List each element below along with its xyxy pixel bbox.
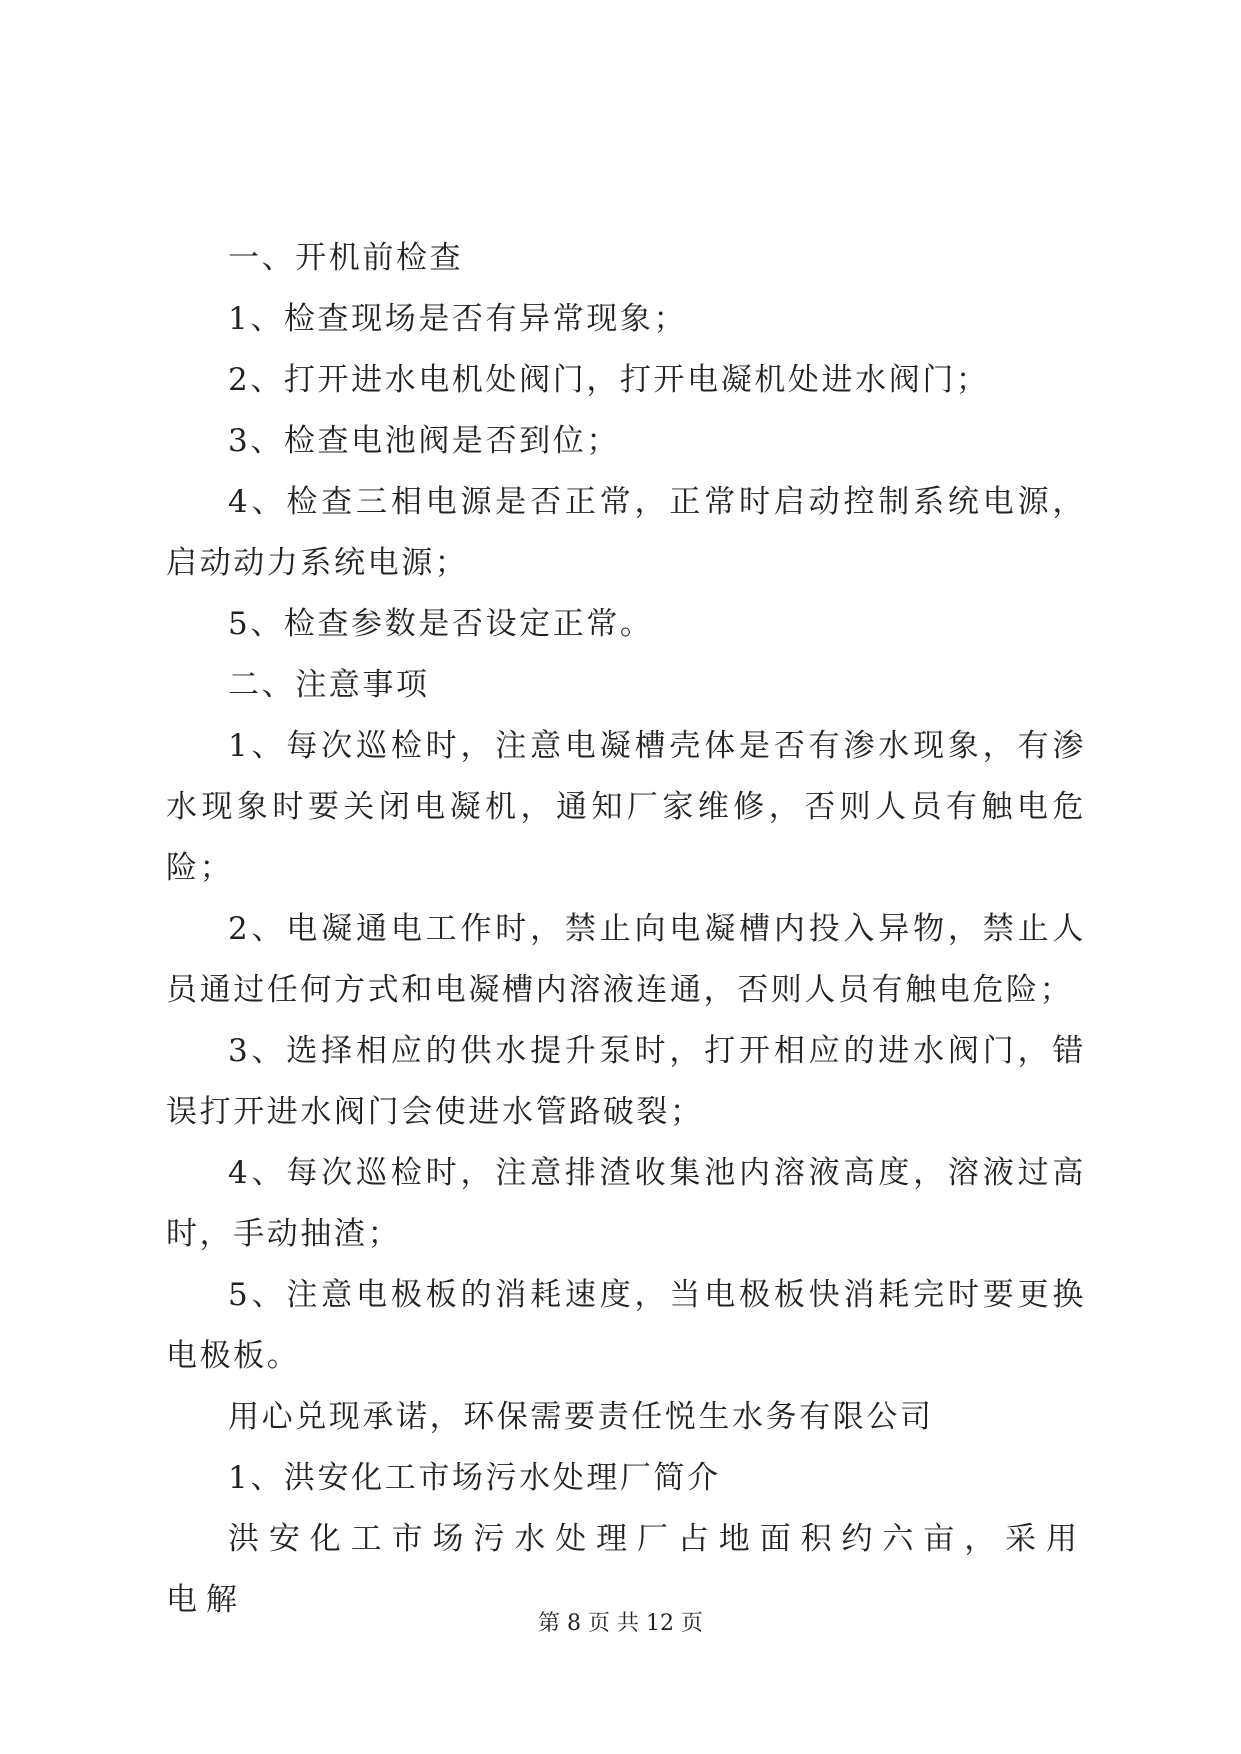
section-heading-plant-intro: 1、洪安化工市场污水处理厂简介 — [228, 1460, 721, 1496]
list-item: 4、每次巡检时，注意排渣收集池内溶液高度，溶液过高时，手动抽渣； — [166, 1155, 1086, 1252]
page-number-footer: 第 8 页 共 12 页 — [538, 1611, 703, 1636]
section-heading-pre-start-check: 一、开机前检查 — [228, 240, 464, 276]
list-item: 1、检查现场是否有异常现象； — [228, 301, 688, 337]
list-item: 3、选择相应的供水提升泵时，打开相应的进水阀门，错误打开进水阀门会使进水管路破裂； — [166, 1033, 1086, 1130]
list-item: 2、打开进水电机处阀门，打开电凝机处进水阀门； — [228, 362, 990, 398]
company-slogan: 用心兑现承诺，环保需要责任悦生水务有限公司 — [228, 1399, 934, 1435]
body-paragraph: 洪安化工市场污水处理厂占地面积约六亩，采用电解 — [166, 1521, 1086, 1618]
document-body — [166, 228, 1086, 1631]
list-item: 5、注意电极板的消耗速度，当电极板快消耗完时要更换电极板。 — [166, 1277, 1086, 1374]
list-item: 2、电凝通电工作时，禁止向电凝槽内投入异物，禁止人员通过任何方式和电凝槽内溶液连通，否则人员有触电危险； — [166, 911, 1086, 1008]
list-item: 4、检查三相电源是否正常，正常时启动控制系统电源，启动动力系统电源； — [166, 484, 1086, 581]
list-item: 3、检查电池阀是否到位； — [228, 423, 620, 459]
list-item: 5、检查参数是否设定正常。 — [228, 606, 654, 642]
list-item: 1、每次巡检时，注意电凝槽壳体是否有渗水现象，有渗水现象时要关闭电凝机，通知厂家维修，否则人员有触电危险； — [166, 728, 1086, 886]
section-heading-precautions: 二、注意事项 — [228, 667, 430, 703]
